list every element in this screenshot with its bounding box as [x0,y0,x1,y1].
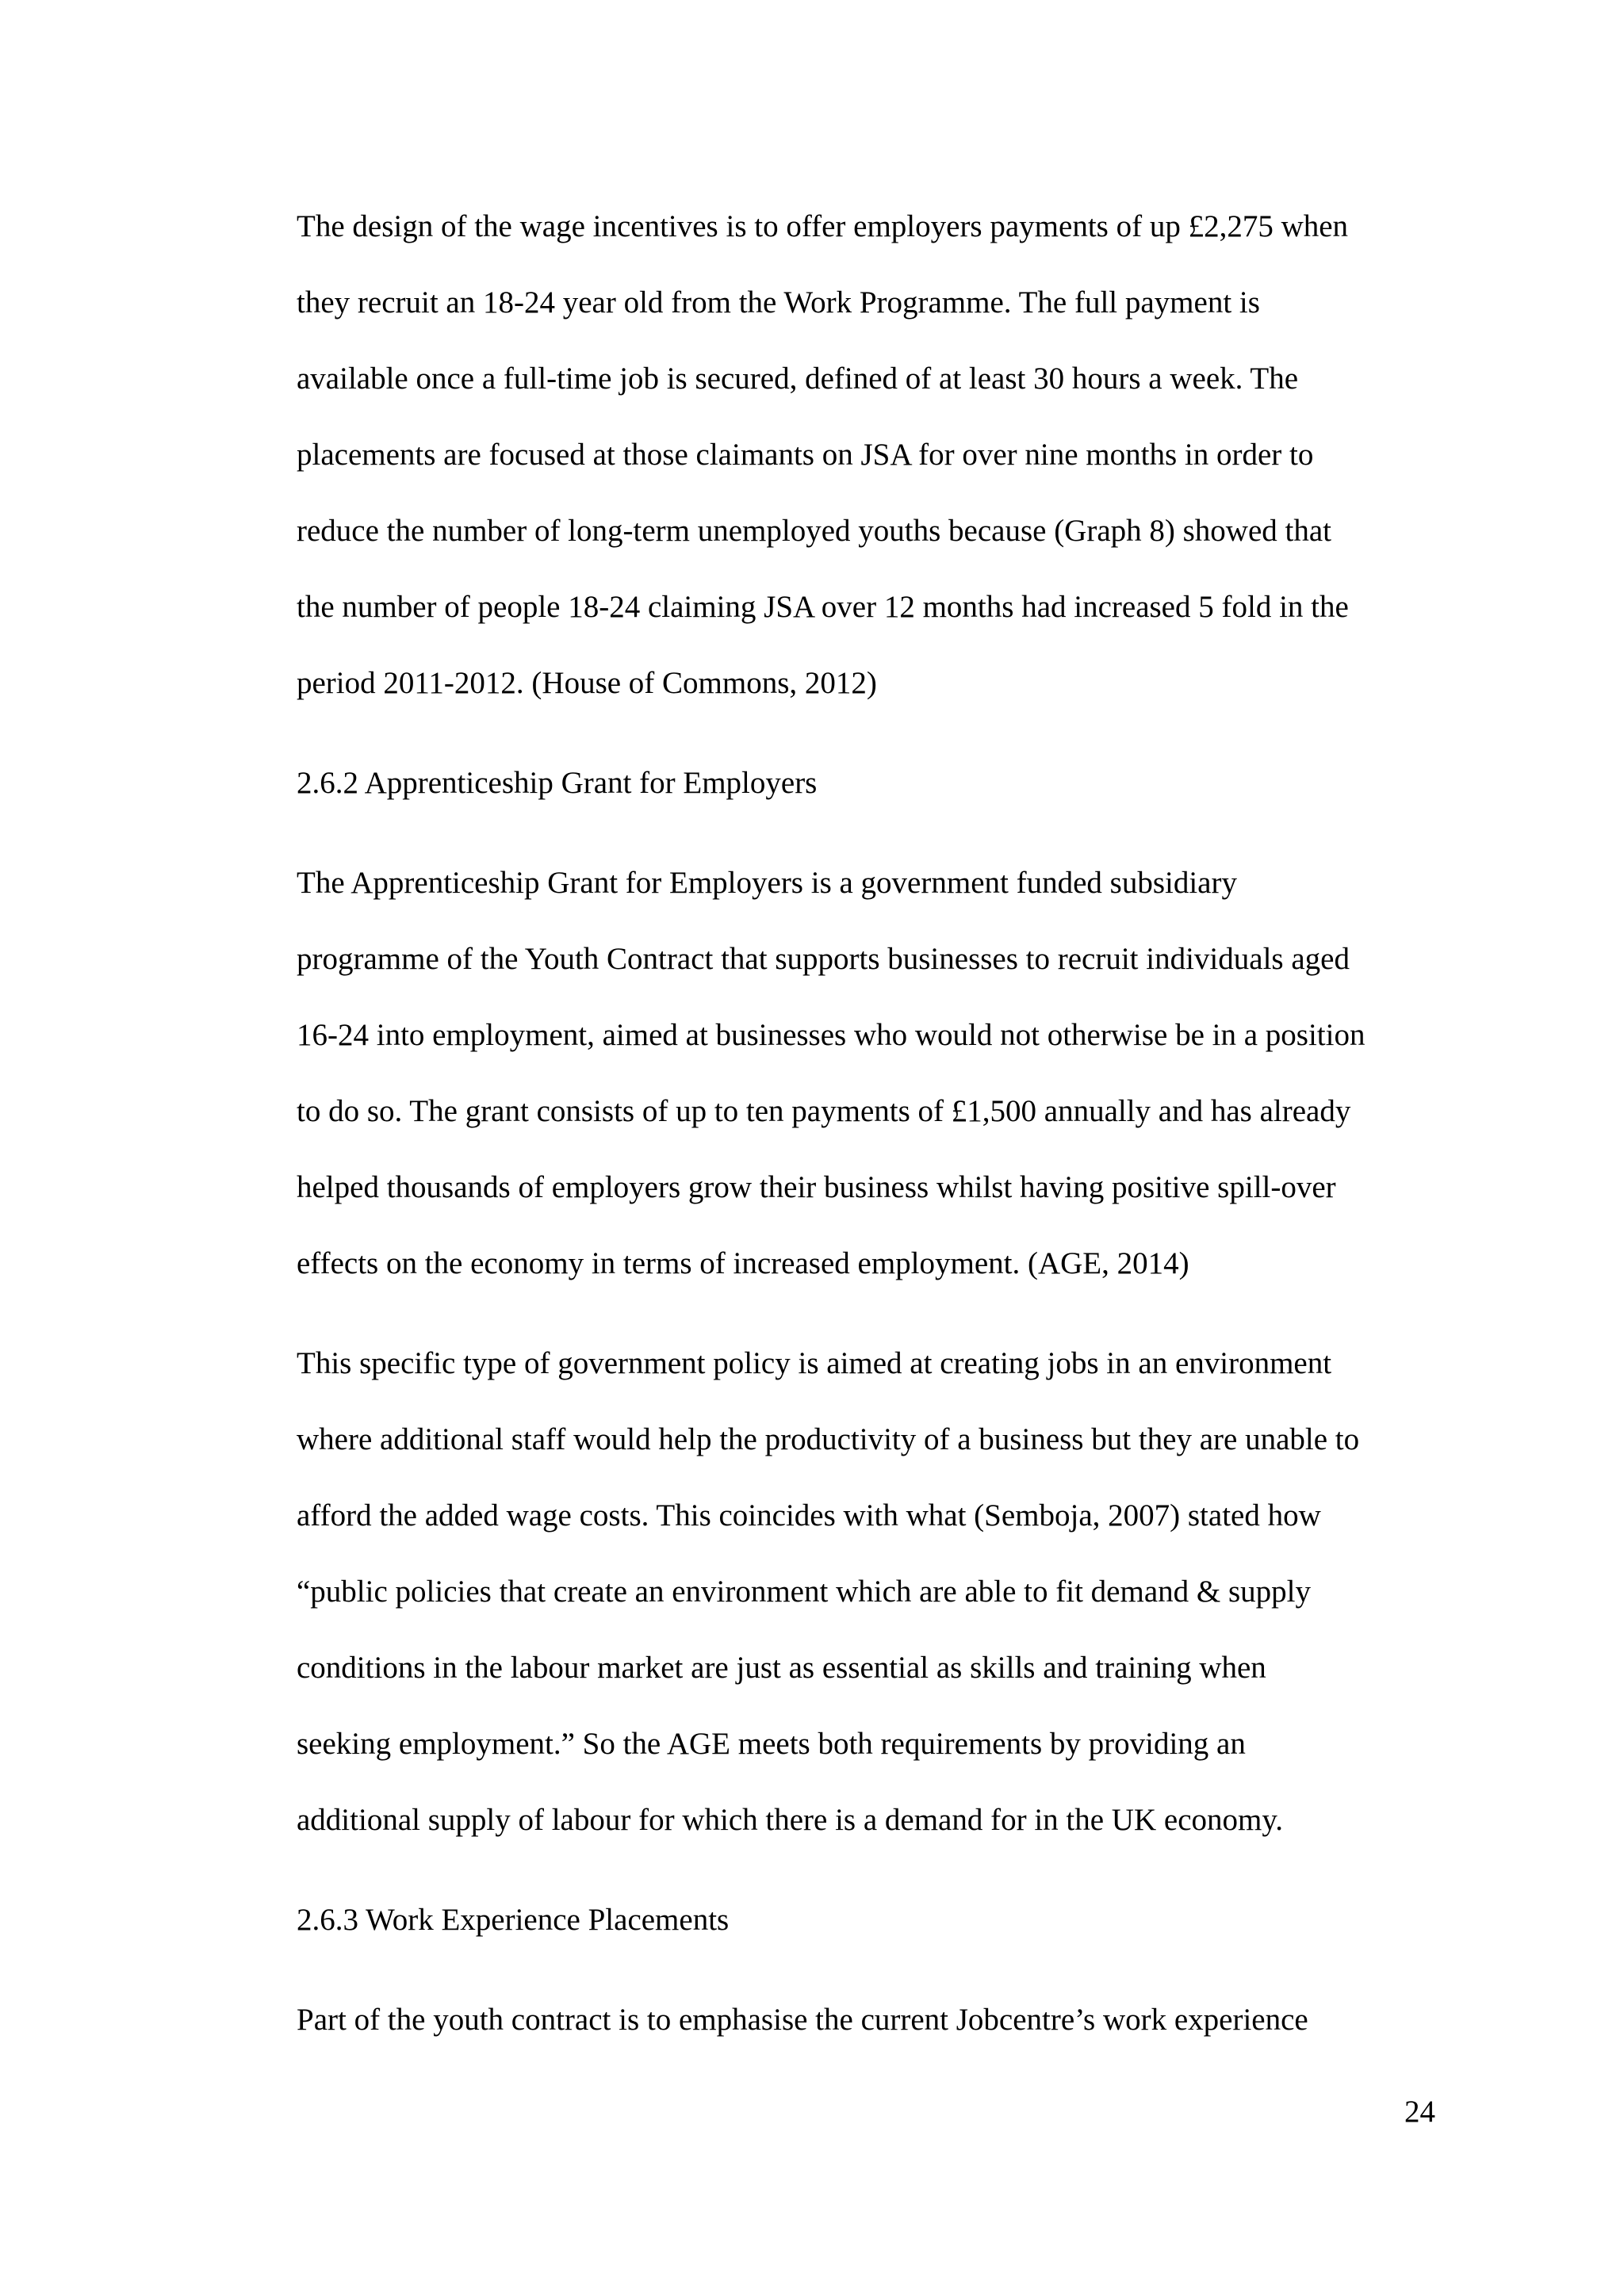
text-line: to do so. The grant consists of up to ten payments of £1,500 annually and has already [297,1094,1351,1128]
text-line: The Apprenticeship Grant for Employers is a government funded subsidiary [297,866,1237,900]
text-line: they recruit an 18-24 year old from the Work Programme. The full payment is [297,285,1260,320]
text-line: effects on the economy in terms of increased employment. (AGE, 2014) [297,1246,1189,1280]
paragraph-wage-incentives [297,189,1431,721]
section-heading-apprenticeship-grant: 2.6.2 Apprenticeship Grant for Employers [297,766,818,800]
text-line: helped thousands of employers grow their business whilst having positive spill-over [297,1170,1336,1204]
paragraph-apprenticeship-grant [297,845,1431,1302]
text-line: placements are focused at those claimants on JSA for over nine months in order to [297,438,1314,472]
text-line: The design of the wage incentives is to offer employers payments of up £2,275 when [297,209,1349,243]
section-heading-work-experience: 2.6.3 Work Experience Placements [297,1903,730,1937]
text-line: 16-24 into employment, aimed at businesses who would not otherwise be in a position [297,1018,1365,1052]
text-line: the number of people 18-24 claiming JSA over 12 months had increased 5 fold in the [297,590,1349,624]
text-line: available once a full-time job is secured, defined of at least 30 hours a week. The [297,362,1299,396]
text-line: period 2011-2012. (House of Commons, 2012) [297,666,877,700]
text-line: afford the added wage costs. This coincides with what (Semboja, 2007) stated how [297,1498,1321,1533]
text-line: where additional staff would help the productivity of a business but they are unable to [297,1422,1360,1456]
body-text [297,189,1431,2082]
text-line: Part of the youth contract is to emphasise the current Jobcentre’s work experience [297,2003,1308,2037]
text-line: seeking employment.” So the AGE meets both requirements by providing an [297,1727,1246,1761]
text-line: conditions in the labour market are just as essential as skills and training when [297,1651,1266,1685]
text-line: additional supply of labour for which there is a demand for in the UK economy. [297,1803,1284,1837]
text-line: “public policies that create an environment which are able to fit demand & supply [297,1575,1311,1609]
text-line: This specific type of government policy is aimed at creating jobs in an environment [297,1346,1332,1380]
text-line: reduce the number of long-term unemployed youths because (Graph 8) showed that [297,514,1332,548]
paragraph-work-experience [297,1982,1431,2058]
text-line: programme of the Youth Contract that supports businesses to recruit individuals aged [297,942,1350,976]
page-number: 24 [1404,2095,1435,2129]
paragraph-government-policy [297,1326,1431,1858]
